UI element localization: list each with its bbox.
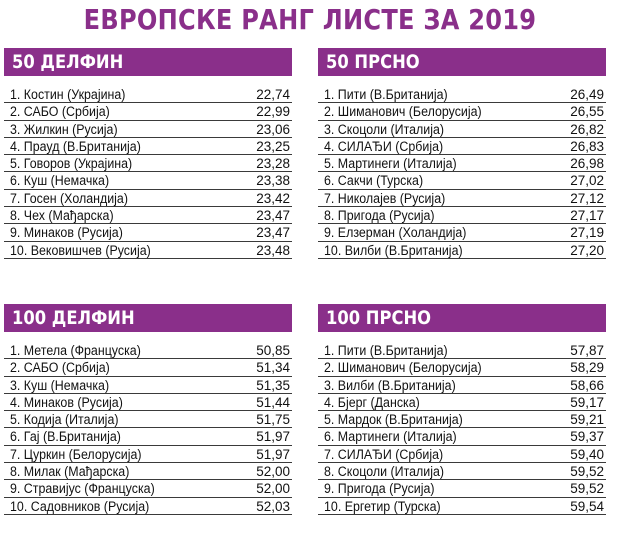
ranking-panel-50-butterfly <box>4 48 292 259</box>
swim-time: 26,49 <box>570 87 604 102</box>
swim-time: 59,17 <box>570 394 604 410</box>
title-part: РАНГ <box>241 3 315 36</box>
swim-time: 59,52 <box>570 464 604 480</box>
ranking-row <box>4 377 292 394</box>
swimmer-name: 10. Садовников (Русија) <box>10 498 150 514</box>
panel-header <box>4 48 292 76</box>
swimmer-name: 7. Госен (Холандија) <box>10 190 128 206</box>
panel-heading: 100 ДЕЛФИН <box>12 307 135 329</box>
swim-time: 23,28 <box>256 156 290 172</box>
ranking-row <box>4 224 292 241</box>
swimmer-name: 6. Мартинеги (Италија) <box>324 429 457 445</box>
swimmer-name: 9. Стравијус (Француска) <box>10 481 155 497</box>
ranking-row <box>318 121 606 138</box>
ranking-row <box>318 242 606 259</box>
ranking-row <box>4 411 292 428</box>
swim-time: 59,37 <box>570 429 604 445</box>
ranking-row <box>4 394 292 411</box>
swimmer-name: 8. Пригода (Русија) <box>324 208 435 224</box>
ranking-row <box>318 224 606 241</box>
swimmer-name: 1. Пити (В.Британија) <box>324 87 448 102</box>
swim-time: 51,35 <box>256 377 290 393</box>
swimmer-name: 7. СИЛАЂИ (Србија) <box>324 446 444 462</box>
swim-time: 27,12 <box>570 190 604 206</box>
ranking-row <box>318 377 606 394</box>
swimmer-name: 7. Николајев (Русија) <box>324 190 446 206</box>
ranking-row <box>4 103 292 120</box>
swimmer-name: 2. Шиманович (Белорусија) <box>324 360 482 376</box>
ranking-row <box>4 480 292 497</box>
panel-heading: 50 ДЕЛФИН <box>12 51 124 73</box>
swim-time: 51,34 <box>256 360 290 376</box>
panel-heading: 50 ПРСНО <box>326 51 420 73</box>
ranking-list <box>4 342 292 515</box>
swim-time: 50,85 <box>256 343 290 358</box>
swim-time: 59,40 <box>570 446 604 462</box>
swim-time: 22,99 <box>256 104 290 120</box>
ranking-row <box>318 86 606 103</box>
swimmer-name: 5. Мардок (В.Британија) <box>324 412 463 428</box>
swim-time: 23,47 <box>256 208 290 224</box>
ranking-row <box>4 172 292 189</box>
swim-time: 26,82 <box>570 121 604 137</box>
ranking-row <box>4 428 292 445</box>
swimmer-name: 2. Шиманович (Белорусија) <box>324 104 482 120</box>
ranking-row <box>318 480 606 497</box>
title-part: 2019 <box>459 3 537 36</box>
ranking-panel-50-breaststroke <box>318 48 606 259</box>
swim-time: 23,48 <box>256 242 290 258</box>
ranking-list <box>4 86 292 259</box>
ranking-row <box>4 242 292 259</box>
swim-time: 59,54 <box>570 498 604 514</box>
swim-time: 52,00 <box>256 464 290 480</box>
swim-time: 23,25 <box>256 138 290 154</box>
swimmer-name: 8. Милак (Мађарска) <box>10 464 130 480</box>
swimmer-name: 9. Минаков (Русија) <box>10 225 123 241</box>
ranking-row <box>4 342 292 359</box>
swimmer-name: 3. Вилби (В.Британија) <box>324 377 456 393</box>
title-part: ЕВРОПСКЕ <box>83 3 242 36</box>
swim-time: 59,52 <box>570 481 604 497</box>
ranking-row <box>4 498 292 515</box>
ranking-row <box>318 394 606 411</box>
ranking-row <box>318 428 606 445</box>
ranking-panel-100-breaststroke <box>318 304 606 515</box>
ranking-row <box>318 411 606 428</box>
swim-time: 23,38 <box>256 173 290 189</box>
swim-time: 23,06 <box>256 121 290 137</box>
swim-time: 27,19 <box>570 225 604 241</box>
swim-time: 26,55 <box>570 104 604 120</box>
ranking-row <box>318 498 606 515</box>
ranking-row <box>318 207 606 224</box>
swimmer-name: 3. Жилкин (Русија) <box>10 121 118 137</box>
ranking-row <box>318 155 606 172</box>
swimmer-name: 1. Метела (Француска) <box>10 343 141 358</box>
swimmer-name: 10. Ергетир (Турска) <box>324 498 441 514</box>
swimmer-name: 2. САБО (Србија) <box>10 360 110 376</box>
swimmer-name: 8. Чех (Мађарска) <box>10 208 114 224</box>
swimmer-name: 4. Прауд (В.Британија) <box>10 138 141 154</box>
swim-time: 52,00 <box>256 481 290 497</box>
ranking-row <box>318 190 606 207</box>
swim-time: 51,97 <box>256 429 290 445</box>
swim-time: 51,75 <box>256 412 290 428</box>
ranking-row <box>4 446 292 463</box>
ranking-row <box>318 138 606 155</box>
ranking-row <box>4 155 292 172</box>
swimmer-name: 4. Бјерг (Данска) <box>324 394 420 410</box>
panel-header <box>318 304 606 332</box>
swim-time: 22,74 <box>256 87 290 102</box>
swimmer-name: 1. Пити (В.Британија) <box>324 343 448 358</box>
swimmer-name: 5. Мартинеги (Италија) <box>324 156 457 172</box>
swimmer-name: 10. Вековишчев (Русија) <box>10 242 151 258</box>
ranking-row <box>4 86 292 103</box>
swim-time: 26,98 <box>570 156 604 172</box>
swim-time: 27,20 <box>570 242 604 258</box>
swim-time: 23,42 <box>256 190 290 206</box>
swim-time: 26,83 <box>570 138 604 154</box>
swimmer-name: 8. Скоцоли (Италија) <box>324 464 445 480</box>
swim-time: 57,87 <box>570 343 604 358</box>
swim-time: 27,17 <box>570 208 604 224</box>
swimmer-name: 6. Куш (Немачка) <box>10 173 110 189</box>
swimmer-name: 1. Костин (Украјина) <box>10 87 126 102</box>
swimmer-name: 10. Вилби (В.Британија) <box>324 242 463 258</box>
ranking-row <box>318 359 606 376</box>
swimmer-name: 6. Сакчи (Турска) <box>324 173 424 189</box>
swim-time: 59,21 <box>570 412 604 428</box>
ranking-list <box>318 342 606 515</box>
swimmer-name: 6. Гај (В.Британија) <box>10 429 121 445</box>
swim-time: 27,02 <box>570 173 604 189</box>
ranking-row <box>4 207 292 224</box>
ranking-row <box>318 172 606 189</box>
swimmer-name: 4. СИЛАЂИ (Србија) <box>324 138 444 154</box>
swimmer-name: 7. Цуркин (Белорусија) <box>10 446 142 462</box>
ranking-row <box>318 463 606 480</box>
swim-time: 58,66 <box>570 377 604 393</box>
ranking-row <box>4 138 292 155</box>
swim-time: 52,03 <box>256 498 290 514</box>
page-title <box>43 2 576 38</box>
swimmer-name: 2. САБО (Србија) <box>10 104 110 120</box>
ranking-row <box>318 103 606 120</box>
swimmer-name: 3. Куш (Немачка) <box>10 377 110 393</box>
swim-time: 51,44 <box>256 394 290 410</box>
panel-heading: 100 ПРСНО <box>326 307 432 329</box>
title-part: ЛИСТЕ <box>314 3 424 36</box>
swimmer-name: 4. Минаков (Русија) <box>10 394 123 410</box>
panel-header <box>318 48 606 76</box>
ranking-row <box>4 190 292 207</box>
ranking-row <box>318 446 606 463</box>
swimmer-name: 5. Говоров (Украјина) <box>10 156 133 172</box>
ranking-list <box>318 86 606 259</box>
swim-time: 23,47 <box>256 225 290 241</box>
ranking-row <box>4 463 292 480</box>
title-part: ЗА <box>423 3 460 36</box>
swimmer-name: 5. Кодија (Италија) <box>10 412 119 428</box>
swimmer-name: 9. Пригода (Русија) <box>324 481 435 497</box>
ranking-row <box>318 342 606 359</box>
swim-time: 51,97 <box>256 446 290 462</box>
swimmer-name: 9. Елзерман (Холандија) <box>324 225 467 241</box>
panel-header <box>4 304 292 332</box>
ranking-panel-100-butterfly <box>4 304 292 515</box>
swimmer-name: 3. Скоцоли (Италија) <box>324 121 445 137</box>
ranking-row <box>4 121 292 138</box>
ranking-row <box>4 359 292 376</box>
swim-time: 58,29 <box>570 360 604 376</box>
